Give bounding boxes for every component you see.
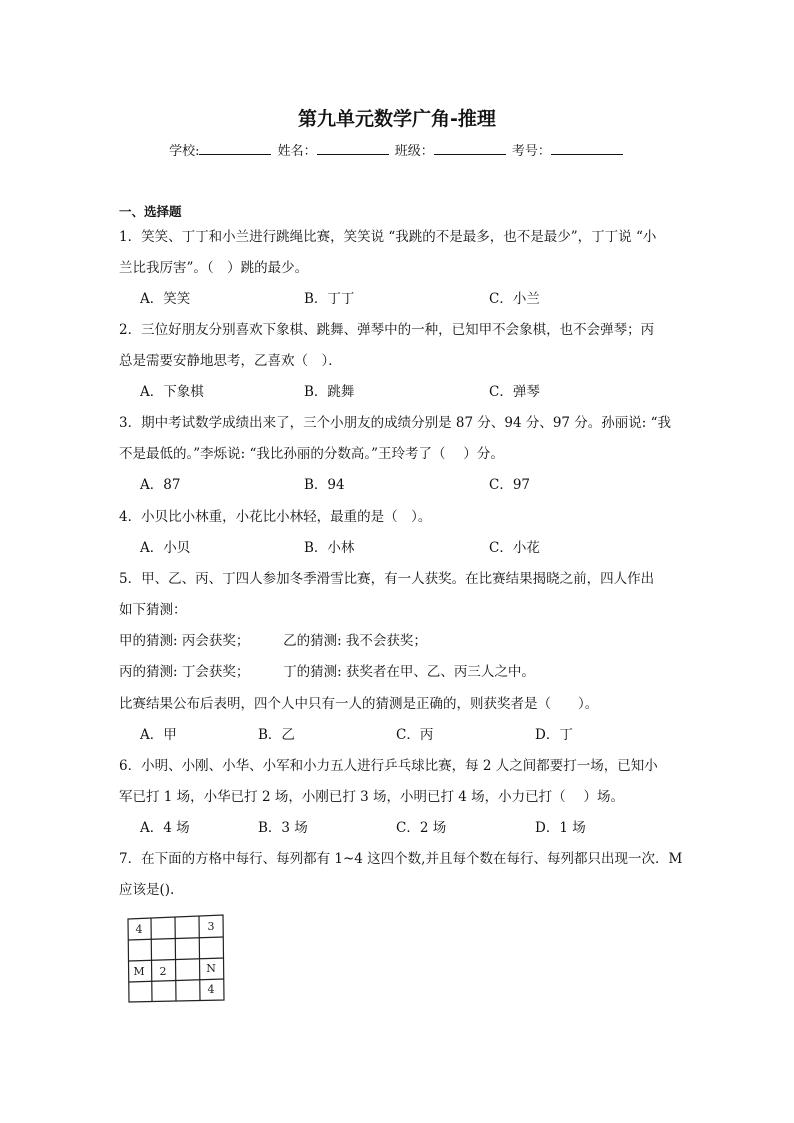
name-blank[interactable] bbox=[317, 142, 389, 155]
question-6-line-2: 军已打 1 场，小华已打 2 场，小刚已打 3 场，小明已打 4 场，小力已打（ ）场。 bbox=[119, 789, 624, 805]
exam-number-label: 考号： bbox=[511, 144, 551, 159]
question-5-line-3: 甲的猜测: 丙会获奖； 乙的猜测: 我不会获奖； bbox=[119, 633, 427, 649]
page-title: 第九单元数学广角-推理 bbox=[298, 108, 496, 130]
question-6-option-b[interactable]: B．3 场 bbox=[258, 820, 308, 836]
section-heading: 一、选择题 bbox=[119, 204, 182, 219]
class-label: 班级： bbox=[394, 144, 434, 159]
question-3-option-a[interactable]: A．87 bbox=[140, 477, 181, 493]
question-3-option-b[interactable]: B．94 bbox=[304, 477, 345, 493]
grid-cell-value: 4 bbox=[135, 923, 143, 936]
school-label: 学校: bbox=[169, 144, 200, 159]
question-5-line-1: 5．甲、乙、丙、丁四人参加冬季滑雪比赛，有一人获奖。在比赛结果揭晓之前，四人作出 bbox=[119, 571, 655, 587]
grid-cell-value: 2 bbox=[159, 965, 167, 978]
question-3-line-1: 3．期中考试数学成绩出来了，三个小朋友的成绩分别是 87 分、94 分、97 分。孙丽说: “我 bbox=[119, 415, 672, 431]
question-5-line-4: 丙的猜测: 丁会获奖； 丁的猜测: 获奖者在甲、乙、丙三人之中。 bbox=[119, 664, 535, 680]
grid-cell-value: N bbox=[206, 962, 216, 975]
grid-line bbox=[151, 918, 152, 1001]
class-blank[interactable] bbox=[434, 142, 506, 155]
question-7-line-2: 应该是(). bbox=[119, 882, 175, 898]
question-6-line-1: 6．小明、小刚、小华、小军和小力五人进行乒乓球比赛，每 2 人之间都要打一场，已知小 bbox=[119, 758, 658, 774]
grid-line bbox=[129, 958, 224, 961]
question-6-option-d[interactable]: D．1 场 bbox=[535, 820, 586, 836]
student-info-row bbox=[0, 140, 794, 159]
question-7-line-1: 7．在下面的方格中每行、每列都有 1~4 这四个数,并且每个数在每行、每列都只出现一次．M bbox=[119, 851, 683, 867]
question-5-line-2: 如下猜测： bbox=[119, 602, 187, 618]
question-4-option-c[interactable]: C．小花 bbox=[489, 540, 540, 556]
question-5-option-d[interactable]: D．丁 bbox=[535, 727, 573, 743]
question-6-option-c[interactable]: C．2 场 bbox=[396, 820, 447, 836]
question-1-line-2: 兰比我厉害”。（ ）跳的最少。 bbox=[119, 260, 309, 276]
question-2-line-2: 总是需要安静地思考，乙喜欢（ ）． bbox=[119, 353, 342, 369]
question-5-option-a[interactable]: A．甲 bbox=[140, 727, 177, 743]
question-5-option-b[interactable]: B．乙 bbox=[258, 727, 295, 743]
number-grid-figure bbox=[127, 914, 227, 1004]
question-5-option-c[interactable]: C．丙 bbox=[396, 727, 434, 743]
question-4-option-b[interactable]: B．小林 bbox=[304, 540, 355, 556]
question-1-line-1: 1．笑笑、丁丁和小兰进行跳绳比赛，笑笑说 “我跳的不是最多，也不是最少”，丁丁说 “小 bbox=[119, 229, 657, 245]
question-4-line-1: 4．小贝比小林重，小花比小林轻，最重的是（ ）。 bbox=[119, 509, 432, 525]
school-blank[interactable] bbox=[199, 142, 271, 155]
question-1-option-a[interactable]: A．笑笑 bbox=[140, 291, 191, 307]
grid-cell-value: 4 bbox=[207, 983, 215, 996]
question-2-option-b[interactable]: B．跳舞 bbox=[304, 384, 355, 400]
exam-number-blank[interactable] bbox=[551, 142, 623, 155]
question-1-option-b[interactable]: B．丁丁 bbox=[304, 291, 355, 307]
question-6-option-a[interactable]: A．4 场 bbox=[140, 820, 190, 836]
question-2-line-1: 2．三位好朋友分别喜欢下象棋、跳舞、弹琴中的一种，已知甲不会象棋，也不会弹琴；丙 bbox=[119, 322, 655, 338]
question-4-option-a[interactable]: A．小贝 bbox=[140, 540, 191, 556]
question-3-line-2: 不是最低的。”李烁说: “我比孙丽的分数高。”王玲考了（ ）分。 bbox=[119, 446, 504, 462]
question-1-option-c[interactable]: C．小兰 bbox=[489, 291, 540, 307]
name-label: 姓名： bbox=[277, 144, 317, 159]
grid-cell-value: 3 bbox=[207, 920, 215, 933]
question-3-option-c[interactable]: C．97 bbox=[489, 477, 531, 493]
question-5-line-5: 比赛结果公布后表明，四个人中只有一人的猜测是正确的，则获奖者是（ ）。 bbox=[119, 696, 599, 712]
grid-cell-value: M bbox=[133, 965, 145, 978]
grid-line bbox=[129, 979, 224, 982]
grid-line bbox=[199, 916, 200, 1000]
question-2-option-a[interactable]: A．下象棋 bbox=[140, 384, 204, 400]
question-2-option-c[interactable]: C．弹琴 bbox=[489, 384, 540, 400]
